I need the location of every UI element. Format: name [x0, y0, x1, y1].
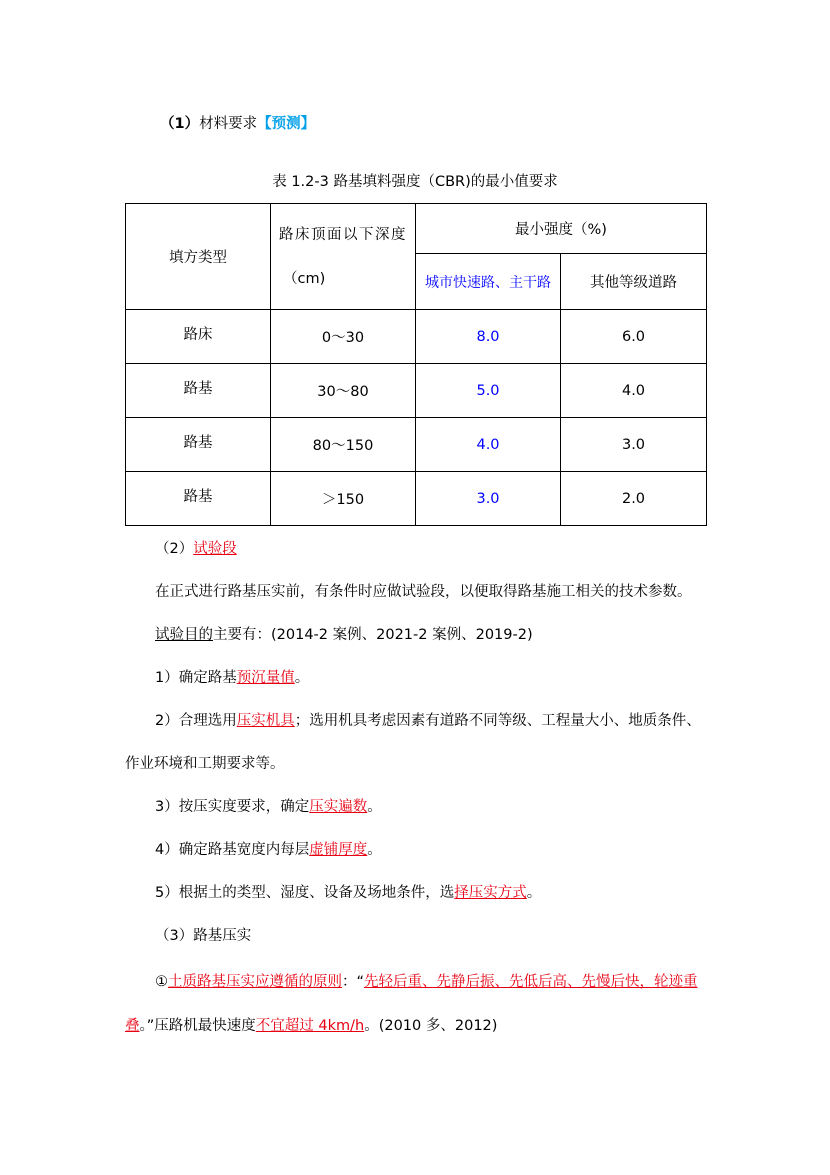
section3-title: 路基压实	[193, 928, 252, 944]
cell-main-value: 5.0	[416, 364, 561, 418]
header-min-strength: 最小强度（%)	[416, 204, 707, 254]
exam-reference: 。(2010 多、2012)	[364, 1018, 498, 1034]
goal-item-1	[155, 668, 309, 688]
section1-number: （1）	[160, 116, 200, 132]
header-depth-line2: （cm)	[283, 270, 326, 287]
goal-item-text: 3）按压实度要求，确定	[155, 799, 310, 815]
cell-type: 路基	[126, 472, 271, 526]
section3-heading	[155, 926, 251, 946]
goal-item-text: ；选用机具考虑因素有道路不同等级、工程量大小、地质条件、	[294, 713, 701, 729]
goal-item-keyword: 压实机具	[236, 713, 295, 729]
cell-main-value: 8.0	[416, 310, 561, 364]
goal-item-4	[155, 840, 382, 860]
section3-principle-line1	[155, 972, 698, 992]
cell-type: 路床	[126, 310, 271, 364]
goal-item-keyword: 压实遍数	[309, 799, 368, 815]
goal-item-keyword: 预沉量值	[236, 670, 295, 686]
cell-type: 路基	[126, 418, 271, 472]
section1-heading	[160, 114, 315, 134]
roller-speed-limit: 不宜超过 4km/h	[255, 1018, 365, 1034]
cell-other-value: 3.0	[561, 418, 707, 472]
section1-title: 材料要求	[199, 116, 258, 132]
table-row	[126, 310, 707, 364]
goal-item-5	[155, 883, 541, 903]
goal-item-2	[155, 711, 701, 731]
section3-number: （3）	[155, 928, 194, 944]
cell-other-value: 2.0	[561, 472, 707, 526]
section1-tag: 【预测】	[257, 116, 316, 132]
principle-label: 土质路基压实应遵循的原则	[168, 974, 342, 990]
section2-title: 试验段	[193, 541, 237, 557]
goal-item-text: 5）根据土的类型、湿度、设备及场地条件，选	[155, 885, 455, 901]
header-depth-line1: 路床顶面以下深度	[279, 226, 407, 243]
cell-depth: 80～150	[271, 418, 416, 472]
cell-main-value: 4.0	[416, 418, 561, 472]
principle-text-end: 叠	[125, 1018, 140, 1034]
goal-item-text: 1）确定路基	[155, 670, 237, 686]
cell-other-value: 4.0	[561, 364, 707, 418]
goal-item-text: 。	[294, 670, 310, 686]
goal-item-text: 。	[367, 799, 382, 815]
cell-depth: ＞150	[271, 472, 416, 526]
cell-type: 路基	[126, 364, 271, 418]
table-caption: 表 1.2-3 路基填料强度（CBR)的最小值要求	[272, 174, 558, 190]
goal-item-text: 。	[367, 842, 382, 858]
goal-item-keyword: 虚铺厚度	[309, 842, 368, 858]
cell-other-value: 6.0	[561, 310, 707, 364]
goal-label: 试验目的	[155, 627, 213, 643]
principle-text: 先轻后重、先静后振、先低后高、先慢后快，轮迹重	[364, 974, 698, 990]
circled-number: ①	[155, 974, 168, 990]
table-row	[126, 472, 707, 526]
goal-item-text: 。	[526, 885, 542, 901]
cbr-table	[125, 203, 707, 526]
cell-main-value: 3.0	[416, 472, 561, 526]
header-depth	[271, 204, 416, 310]
table-header-row	[126, 204, 707, 254]
goal-rest: 主要有：(2014-2 案例、2021-2 案例、2019-2)	[213, 627, 533, 643]
section2-heading	[155, 539, 237, 559]
principle-punct: ：“	[342, 974, 365, 990]
section2-goal	[155, 625, 533, 645]
table-row	[126, 418, 707, 472]
goal-item-2-continued: 作业环境和工期要求等。	[125, 756, 285, 772]
goal-item-text: 2）合理选用	[155, 713, 237, 729]
section3-principle-line2	[125, 1016, 497, 1036]
cell-depth: 0～30	[271, 310, 416, 364]
roller-speed-text: 。”压路机最快速度	[139, 1018, 256, 1034]
section2-intro: 在正式进行路基压实前，有条件时应做试验段，以便取得路基施工相关的技术参数。	[155, 584, 692, 600]
header-fill-type: 填方类型	[126, 204, 271, 310]
section2-number: （2）	[155, 541, 194, 557]
goal-item-text: 4）确定路基宽度内每层	[155, 842, 310, 858]
table-row	[126, 364, 707, 418]
cell-depth: 30～80	[271, 364, 416, 418]
header-expressway: 城市快速路、主干路	[416, 254, 561, 310]
goal-item-3	[155, 797, 382, 817]
header-other-roads: 其他等级道路	[561, 254, 707, 310]
goal-item-keyword: 择压实方式	[454, 885, 527, 901]
